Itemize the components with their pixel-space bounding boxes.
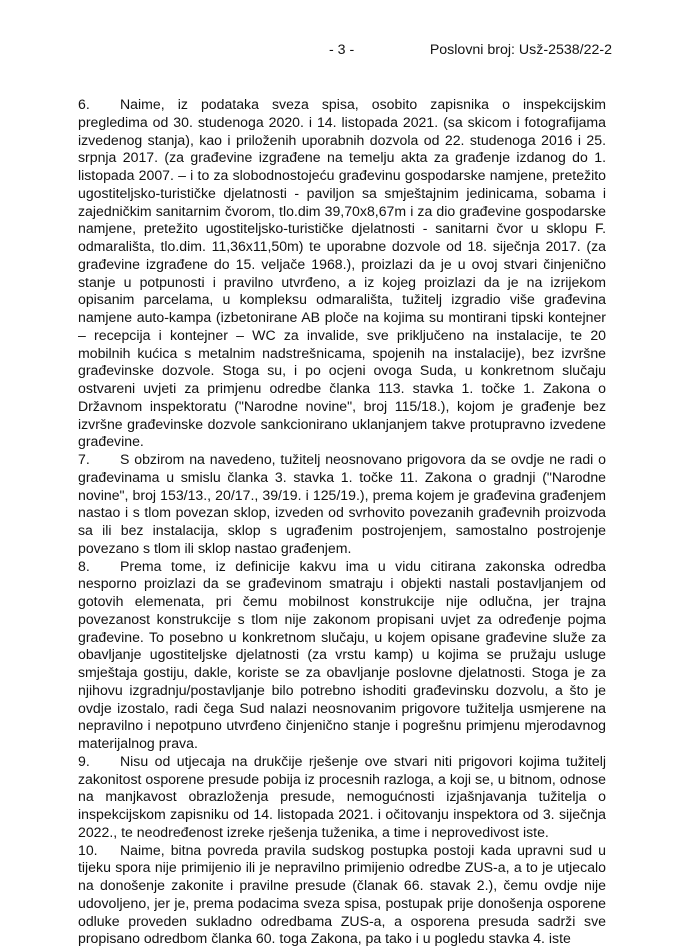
paragraph-number: 10. bbox=[78, 842, 120, 860]
paragraph-text: Naime, iz podataka sveza spisa, osobito zapisnika o inspekcijskim pregledima od 30. studenoga 2020. i 14. listopada 2021. (sa skicom i fotografijama izvedenog stanja), kao i priloženih uporabnih dozvola od 22. studenoga 2016 i 25. srpnja 2017. (za građevine izgrađene na temelju akta za građenje izdanog do 1. listopada 2007. – i to za slobodnostojeću građevinu gospodarske namjene, pretežito ugostiteljsko-turističke djelatnosti - paviljon sa smještajnim jedinicama, sobama i zajedničkim sanitarnim čvorom, tlo.dim 39,70x8,67m i za dio građevine gospodarske namjene, pretežito ugostiteljsko-turističke djelatnosti - sanitarni čvor u sklopu F. odmarališta, tlo.dim. 11,36x11,50m) te uporabne dozvole od 18. siječnja 2017. (za građevine izgrađene do 15. veljače 1968.), proizlazi da je u ovoj stvari činjenično stanje u potpunosti i pravilno utvrđeno, a iz kojeg proizlazi da je na izrijekom opisanim parcelama, u kompleksu odmarališta, tužitelj izgradio više građevina namjene auto-kampa (izbetonirane AB ploče na kojima su montirani tipski kontejner – recepcija i kontejner – WC za invalide, sve priključeno na instalacije, te 20 mobilnih kućica s metalnim nadstrešnicama, spojenih na instalacije), bez izvršne građevinske dozvole. Stoga su, i po ocjeni ovoga Suda, u konkretnom slučaju ostvareni uvjeti za primjenu odredbe članka 113. stavka 1. točke 1. Zakona o Državnom inspektoratu ("Narodne novine", broj 115/18.), kojom je građenje bez izvršne građevinske dozvole sankcionirano uklanjanjem takve protupravno izvedene građevine. bbox=[78, 96, 606, 449]
document-body bbox=[78, 96, 606, 948]
paragraph-6 bbox=[78, 96, 606, 451]
paragraph-9 bbox=[78, 753, 606, 842]
case-number: Poslovni broj: Usž-2538/22-2 bbox=[430, 42, 612, 58]
paragraph-number: 9. bbox=[78, 753, 120, 771]
paragraph-text: Nisu od utjecaja na drukčije rješenje ove stvari niti prigovori kojima tužitelj zakonitost osporene presude pobija iz procesnih razloga, a koji se, u bitnom, odnose na manjkavost obrazloženja presude, nemogućnosti izjašnjavanja tužitelja o inspekcijskom zapisniku od 14. listopada 2021. i očitovanju inspektora od 3. siječnja 2022., te neodređenost izreke rješenja tuženika, a time i neprovedivost iste. bbox=[78, 753, 606, 840]
paragraph-number: 6. bbox=[78, 96, 120, 114]
paragraph-10 bbox=[78, 842, 606, 948]
paragraph-text: S obzirom na navedeno, tužitelj neosnovano prigovora da se ovdje ne radi o građevinama u smislu članka 3. stavka 1. točke 11. Zakona o gradnji ("Narodne novine", broj 153/13., 20/17., 39/19. i 125/19.), prema kojem je građevina građenjem nastao i s tlom povezan sklop, izveden od svrhovito povezanih građevnih proizvoda sa ili bez instalacija, sklop s ugrađenim postrojenjem, samostalno postrojenje povezano s tlom ili sklop nastao građenjem. bbox=[78, 451, 606, 556]
paragraph-text: Prema tome, iz definicije kakvu ima u vidu citirana zakonska odredba nesporno proizlazi da se građevinom smatraju i objekti nastali postavljanjem od gotovih elemenata, pri čemu mobilnost konstrukcije nije odlučna, jer trajna povezanost konstrukcije s tlom nije zakonom propisani uvjet za određenje pojma građevine. To posebno u konkretnom slučaju, u kojem opisane građevine služe za obavljanje ugostiteljske djelatnosti (za vrstu kamp) u kojima se pružaju usluge smještaja gostiju, dakle, koriste se za obavljanje poslovne djelatnosti. Stoga je za njihovu izgradnju/postavljanje bilo potrebno ishoditi građevinsku dozvolu, a što je ovdje izostalo, radi čega Sud nalazi neosnovanim prigovore tužitelja usmjerene na nepravilno i nepotpuno utvrđeno činjenično stanje i pogrešnu primjenu mjerodavnog materijalnog prava. bbox=[78, 558, 606, 752]
page-header bbox=[76, 42, 612, 60]
paragraph-7 bbox=[78, 451, 606, 558]
paragraph-text: Naime, bitna povreda pravila sudskog postupka postoji kada upravni sud u tijeku spora nije primijenio ili je nepravilno primijenio odredbe ZUS-a, a to je utjecalo na donošenje zakonite i pravilne presude (članak 66. stavak 2.), čemu ovdje nije udovoljeno, jer je, prema podacima sveza spisa, postupak prije donošenja osporene odluke proveden sukladno odredbama ZUS-a, a osporena presuda sadrži sve propisano odredbom članka 60. toga Zakona, pa tako i u pogledu stavka 4. iste bbox=[78, 842, 606, 947]
paragraph-number: 7. bbox=[78, 451, 120, 469]
paragraph-8 bbox=[78, 558, 606, 753]
paragraph-number: 8. bbox=[78, 558, 120, 576]
page-number: - 3 - bbox=[329, 42, 354, 58]
